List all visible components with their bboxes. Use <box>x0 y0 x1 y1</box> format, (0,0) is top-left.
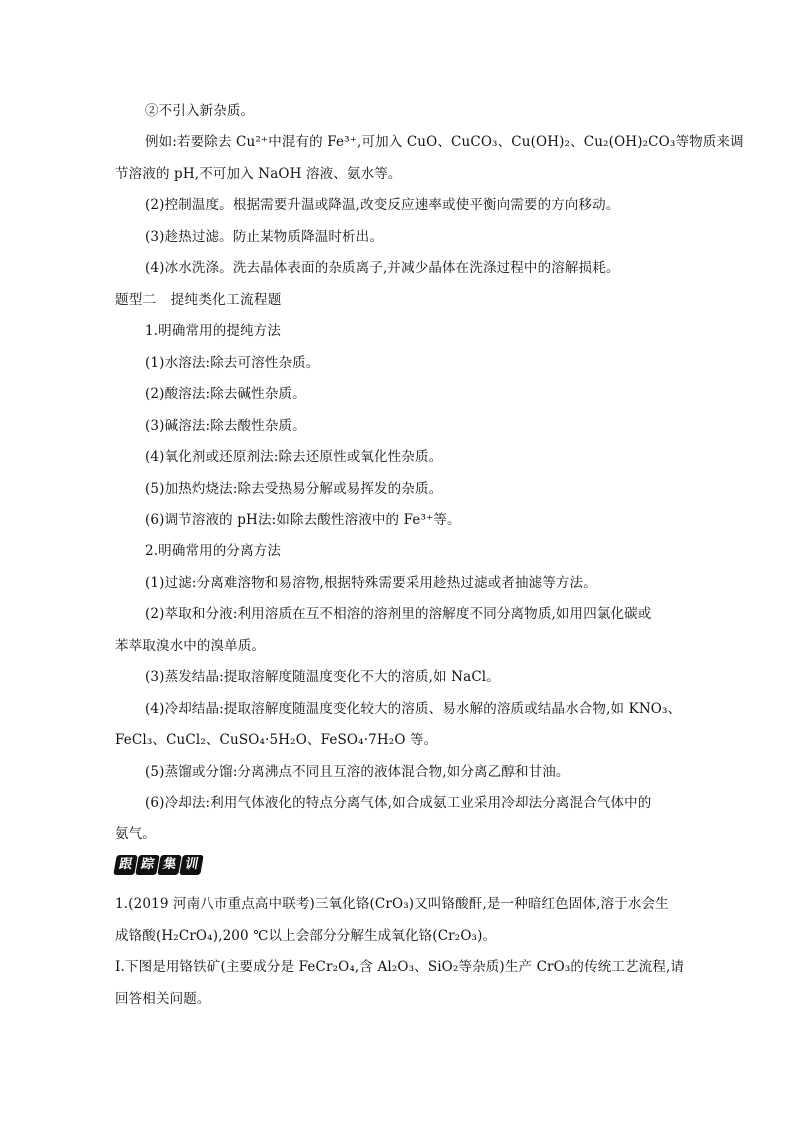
text-line: 氨气。 <box>115 826 156 842</box>
question-text: 回答相关问题。 <box>115 991 211 1007</box>
list-item: (5)蒸馏或分馏:分离沸点不同且互溶的液体混合物,如分离乙醇和甘油。 <box>145 764 570 780</box>
badge-char: 踪 <box>135 855 160 875</box>
list-item: (2)萃取和分液:利用溶质在互不相溶的溶剂里的溶解度不同分离物质,如用四氯化碳或 <box>145 606 652 622</box>
text-line: ②不引入新杂质。 <box>145 103 255 119</box>
text-line: FeCl₃、CuCl₂、CuSO₄·5H₂O、FeSO₄·7H₂O 等。 <box>115 732 438 748</box>
text-line: (4)冰水洗涤。洗去晶体表面的杂质离子,并减少晶体在洗涤过程中的溶解损耗。 <box>145 260 620 276</box>
badge-char: 训 <box>179 855 204 875</box>
section-heading: 题型二 提纯类化工流程题 <box>115 292 282 308</box>
text-line: 节溶液的 pH,不可加入 NaOH 溶液、氨水等。 <box>115 166 402 182</box>
question-text: 成铬酸(H₂CrO₄),200 ℃以上会部分分解生成氧化铬(Cr₂O₃)。 <box>115 928 497 944</box>
badge-char: 集 <box>157 855 182 875</box>
text-line: 例如:若要除去 Cu²⁺中混有的 Fe³⁺,可加入 CuO、CuCO₃、Cu(OH)₂、Cu₂(OH)₂CO₃等物质来调 <box>145 134 744 150</box>
question-text: 1.(2019 河南八市重点高中联考)三氧化铬(CrO₃)又叫铬酸酐,是一种暗红色固体,溶于水会生 <box>115 896 669 912</box>
badge-char: 跟 <box>113 855 138 875</box>
list-item: (6)冷却法:利用气体液化的特点分离气体,如合成氨工业采用冷却法分离混合气体中的 <box>145 795 652 811</box>
list-item: (2)酸溶法:除去碱性杂质。 <box>145 386 306 402</box>
list-item: (4)氧化剂或还原剂法:除去还原性或氧化性杂质。 <box>145 449 443 465</box>
subsection-heading: 2.明确常用的分离方法 <box>145 543 282 559</box>
list-item: (3)蒸发结晶:提取溶解度随温度变化不大的溶质,如 NaCl。 <box>145 669 500 685</box>
section-badge <box>115 855 202 875</box>
list-item: (4)冷却结晶:提取溶解度随温度变化较大的溶质、易水解的溶质或结晶水合物,如 KNO₃、 <box>145 701 682 717</box>
list-item: (3)碱溶法:除去酸性杂质。 <box>145 418 306 434</box>
text-line: (3)趁热过滤。防止某物质降温时析出。 <box>145 229 383 245</box>
text-line: 苯萃取溴水中的溴单质。 <box>115 638 266 654</box>
subsection-heading: 1.明确常用的提纯方法 <box>145 323 282 339</box>
list-item: (1)过滤:分离难溶物和易溶物,根据特殊需要采用趁热过滤或者抽滤等方法。 <box>145 575 597 591</box>
list-item: (5)加热灼烧法:除去受热易分解或易挥发的杂质。 <box>145 481 443 497</box>
question-text: Ⅰ.下图是用铬铁矿(主要成分是 FeCr₂O₄,含 Al₂O₃、SiO₂等杂质)生产 CrO₃的传统工艺流程,请 <box>115 959 685 975</box>
list-item: (1)水溶法:除去可溶性杂质。 <box>145 355 320 371</box>
list-item: (6)调节溶液的 pH法:如除去酸性溶液中的 Fe³⁺等。 <box>145 512 461 528</box>
text-line: (2)控制温度。根据需要升温或降温,改变反应速率或使平衡向需要的方向移动。 <box>145 197 620 213</box>
